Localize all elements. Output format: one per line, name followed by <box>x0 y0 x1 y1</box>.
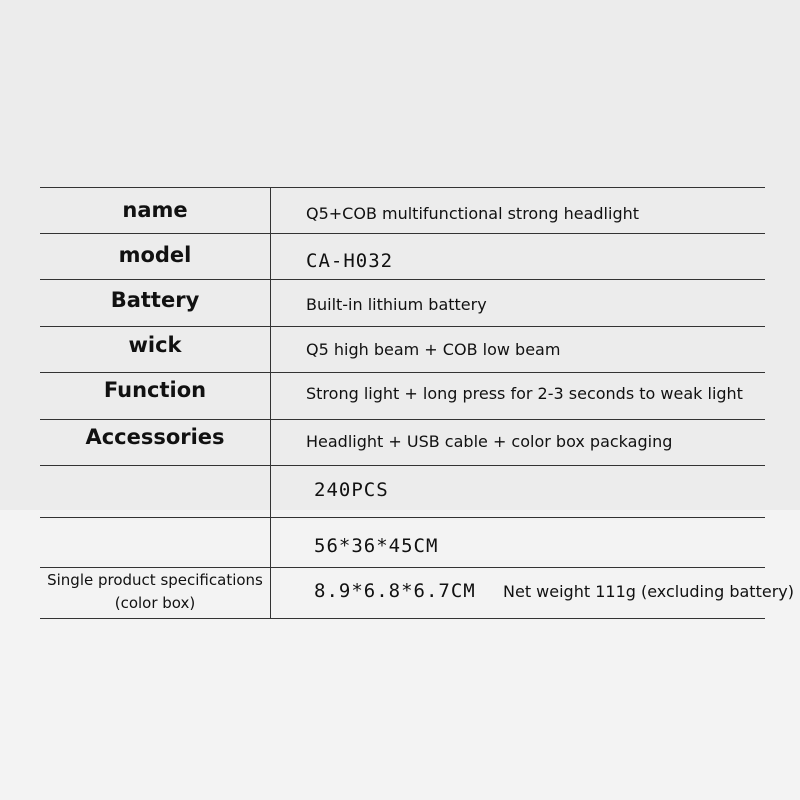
row-label-name: name <box>122 198 188 222</box>
table-rule <box>40 465 765 466</box>
row-label-wick: wick <box>128 333 182 357</box>
row-value-product-size: 8.9*6.8*6.7CM <box>314 580 476 602</box>
table-rule <box>40 618 765 619</box>
table-rule <box>40 372 765 373</box>
row-label-single-product <box>30 569 280 615</box>
row-value-name: Q5+COB multifunctional strong headlight <box>306 204 640 223</box>
row-label-function: Function <box>103 378 207 402</box>
row-value-net-weight: Net weight 111g (excluding battery) <box>503 582 794 601</box>
row-value-accessories: Headlight + USB cable + color box packaging <box>306 432 673 451</box>
table-rule <box>40 326 765 327</box>
table-rule <box>40 279 765 280</box>
row-label-model: model <box>118 243 192 267</box>
row-value-carton-size: 56*36*45CM <box>314 535 439 557</box>
row-label-line1: Single product specifications <box>47 571 263 589</box>
row-label-accessories: Accessories <box>85 425 225 449</box>
row-label-battery: Battery <box>110 288 200 312</box>
table-rule <box>40 517 765 518</box>
table-rule <box>40 419 765 420</box>
row-value-function: Strong light + long press for 2-3 seconds to weak light <box>306 384 743 403</box>
row-value-model: CA-H032 <box>306 250 394 272</box>
table-rule <box>40 233 765 234</box>
row-label-line2: (color box) <box>114 594 196 612</box>
table-rule <box>40 567 765 568</box>
column-divider <box>270 187 271 618</box>
table-rule <box>40 187 765 188</box>
row-value-quantity: 240PCS <box>314 479 389 501</box>
row-value-battery: Built-in lithium battery <box>306 295 487 314</box>
row-value-wick: Q5 high beam + COB low beam <box>306 340 561 359</box>
